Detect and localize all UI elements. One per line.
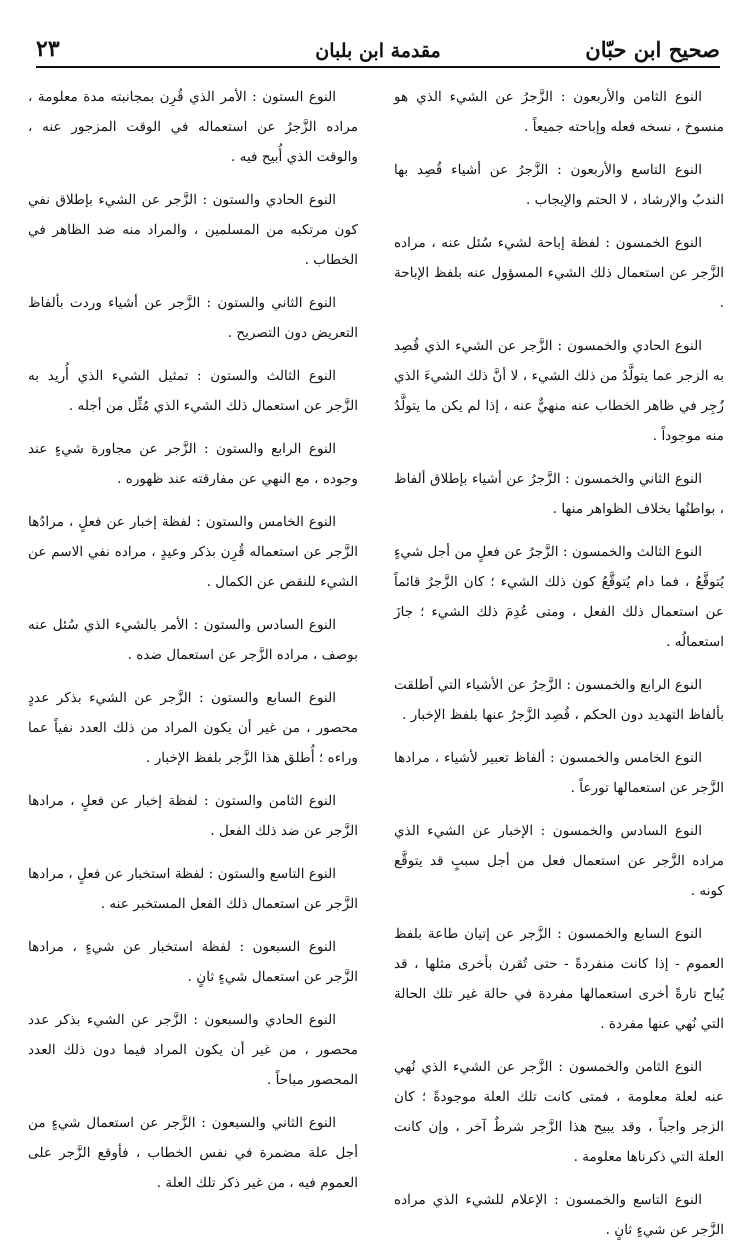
paragraph: النوع الثامن والخمسون : الزَّجر عن الشيء الذي نُهي عنه لعلة معلومة ، فمتى كانت تلك العلة موجودةً ؛ كان الزجر واجباً ، وقد يبيح هذا الزَّجر شرطٌ آخر ، وإن كانت العلة التي ذكرناها معلومة .	[394, 1059, 724, 1165]
paragraph: النوع التاسع والستون : لفظة استخبار عن فعلٍ ، مرادها الزَّجر عن استعمال ذلك الفعل المستخبر عنه .	[28, 866, 358, 912]
paragraph: النوع الثامن والستون : لفظة إخبار عن فعلٍ ، مرادها الزَّجر عن ضد ذلك الفعل .	[28, 793, 358, 839]
paragraph: النوع الثالث والستون : تمثيل الشيء الذي أُريد به الزَّجر عن استعمال ذلك الشيء الذي مُثِّل من أجله .	[28, 368, 358, 414]
paragraph: النوع الثالث والخمسون : الزَّجرُ عن فعلٍ من أجل شيءٍ يُتوقَّعُ ، فما دام يُتوقَّعُ كون ذلك الشيء ؛ كان الزَّجرُ قائماً عن استعمال ذلك الفعل ، ومتى عُدِمَ ذلك الشيء ؛ جازَ استعمالُه .	[394, 544, 724, 650]
book-title: صحيح ابن حبّان	[585, 37, 720, 62]
page-header	[36, 28, 720, 68]
paragraph: النوع الستون : الأمر الذي قُرِن بمجانبته مدة معلومة ، مراده الزَّجرُ عن استعماله في الوقت المزجور عنه ، والوقت الذي أُبيح فيه .	[28, 89, 358, 165]
paragraph: النوع الحادي والستون : الزَّجر عن الشيء بإطلاق نفي كون مرتكبه من المسلمين ، والمراد منه ضد الظاهر في الخطاب .	[28, 192, 358, 268]
paragraph: النوع الخامس والخمسون : ألفاظ تعبير لأشياء ، مرادها الزَّجر عن استعمالها تورعاً .	[394, 750, 724, 796]
paragraph: النوع التاسع والأربعون : الزَّجرُ عن أشياء قُصِد بها الندبُ والإرشاد ، لا الحتم والإيجاب .	[394, 162, 724, 208]
section-title: مقدمة ابن بلبان	[315, 40, 441, 62]
paragraph: النوع الثاني والستون : الزَّجر عن أشياء وردت بألفاظ التعريض دون التصريح .	[28, 295, 358, 341]
paragraph: النوع التاسع والخمسون : الإعلام للشيء الذي مراده الزَّجر عن شيءٍ ثانٍ .	[394, 1192, 724, 1238]
paragraph: النوع الثاني والسبعون : الزَّجر عن استعمال شيءٍ من أجل علة مضمرة في نفس الخطاب ، فأوقع الزَّجر على العموم فيه ، من غير ذكر تلك العلة .	[28, 1115, 358, 1191]
left-column	[28, 82, 358, 1191]
paragraph: النوع السادس والخمسون : الإخبار عن الشيء الذي مراده الزَّجر عن استعمال فعل من أجل سببٍ قد يتوقَّع كونه .	[394, 823, 724, 899]
paragraph: النوع السابع والخمسون : الزَّجر عن إتيان طاعة بلفظ العموم - إذا كانت منفردةً - حتى تُقرن بأخرى مثلها ، قد يُباح تارةً أخرى استعمالها مفردة في حالة غير تلك الحالة التي نُهي عنها مفردة .	[394, 926, 724, 1032]
text-columns	[28, 82, 724, 1238]
paragraph: النوع الثاني والخمسون : الزَّجرُ عن أشياء بإطلاق ألفاظ ، بواطنُها بخلاف الظواهر منها .	[394, 471, 724, 517]
paragraph: النوع الحادي والسبعون : الزَّجر عن الشيء بذكر عدد محصور ، من غير أن يكون المراد فيما دون ذلك العدد المحصور مباحاً .	[28, 1012, 358, 1088]
paragraph: النوع الحادي والخمسون : الزَّجر عن الشيء الذي قُصِد به الزجر عما يتولَّدُ من ذلك الشيء ، لا أنَّ ذلك الشيءَ الذي زُجِر في ظاهر الخطاب عنه منهيٌّ عنه ، إذا لم يكن ما يتولَّدُ منه موجوداً .	[394, 338, 724, 444]
paragraph: النوع الثامن والأربعون : الزَّجرُ عن الشيء الذي هو منسوخ ، نسخه فعله وإباحته جميعاً .	[394, 89, 724, 135]
paragraph: النوع السابع والستون : الزَّجر عن الشيء بذكر عددٍ محصور ، من غير أن يكون المراد من ذلك العدد نفياً عما وراءه ؛ أُطلق هذا الزَّجر بلفظ الإخبار .	[28, 690, 358, 766]
page-number: ٢٣	[36, 36, 60, 62]
right-column	[394, 82, 724, 1238]
paragraph: النوع الخامس والستون : لفظة إخبار عن فعلٍ ، مرادُها الزَّجر عن استعماله قُرِن بذكر وعيدٍ ، مراده نفي الاسم عن الشيء للنقص عن الكمال .	[28, 514, 358, 590]
paragraph: النوع السبعون : لفظة استخبار عن شيءٍ ، مرادها الزَّجر عن استعمال شيءٍ ثانٍ .	[28, 939, 358, 985]
paragraph: النوع السادس والستون : الأمر بالشيء الذي سُئل عنه بوصف ، مراده الزَّجر عن استعمال ضده .	[28, 617, 358, 663]
paragraph: النوع الرابع والستون : الزَّجر عن مجاورة شيءٍ عند وجوده ، مع النهي عن مفارقته عند ظهوره .	[28, 441, 358, 487]
paragraph: النوع الخمسون : لفظة إباحة لشيء سُئل عنه ، مراده الزَّجر عن استعمال ذلك الشيء المسؤول عنه بلفظ الإباحة .	[394, 235, 724, 311]
paragraph: النوع الرابع والخمسون : الزَّجرُ عن الأشياء التي أطلقت بألفاظ التهديد دون الحكم ، قُصِد الزَّجرُ عنها بلفظ الإخبار .	[394, 677, 724, 723]
